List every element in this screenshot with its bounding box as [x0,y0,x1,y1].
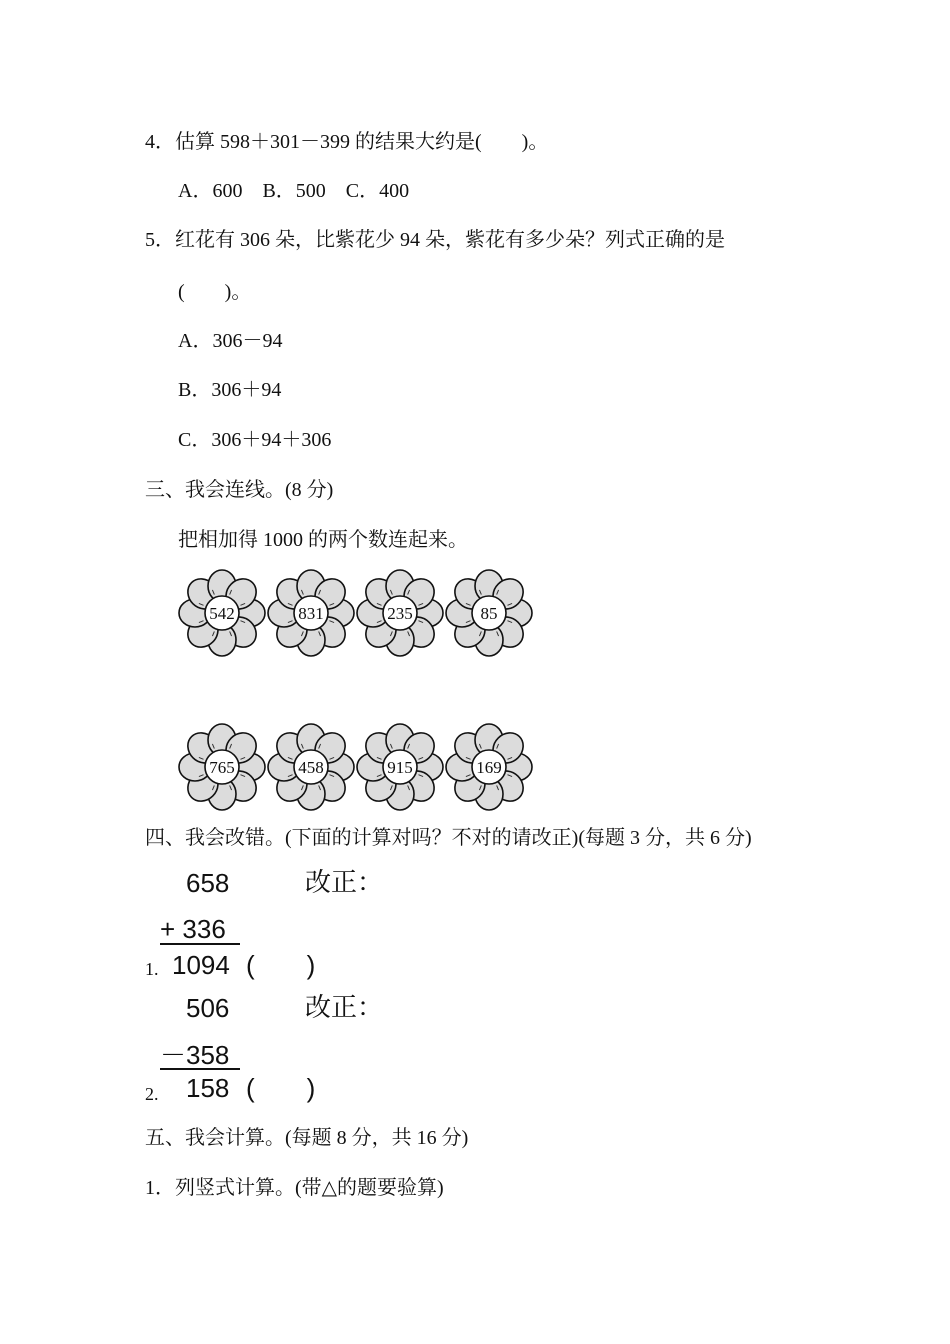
problem-2-operand: －358 [160,1040,230,1070]
flower-top-2[interactable] [266,568,356,658]
problem-2-top-number: 506 [186,993,230,1023]
flower-icon [355,722,445,812]
question-5-text: 5．红花有 306 朵，比紫花少 94 朵，紫花有多少朵？列式正确的是 [145,229,725,251]
question-4-options: A．600 B．500 C．400 [178,180,410,202]
question-5-blank: ( )。 [178,281,252,303]
problem-1-number: 1. [145,959,159,979]
flower-number: 915 [387,758,413,777]
question-5-option-c: C．306＋94＋306 [178,429,332,451]
problem-1-operand: + 336 [160,914,226,944]
question-5-option-a: A．306－94 [178,330,283,352]
flower-bottom-2[interactable] [266,722,356,812]
section-4-heading: 四、我会改错。(下面的计算对吗？不对的请改正)(每题 3 分，共 6 分) [145,827,752,849]
flower-number: 765 [209,758,235,777]
problem-1-fix-label: 改正： [305,868,384,898]
flower-bottom-1[interactable] [177,722,267,812]
question-5-option-b: B．306＋94 [178,379,282,401]
flower-bottom-4[interactable] [444,722,534,812]
flower-icon [355,568,445,658]
section-3-instruction: 把相加得 1000 的两个数连起来。 [178,529,468,551]
flower-icon [266,722,356,812]
flower-top-3[interactable] [355,568,445,658]
flower-top-4[interactable] [444,568,534,658]
flower-icon [266,568,356,658]
flower-icon [444,568,534,658]
flower-number: 831 [298,604,324,623]
flower-bottom-3[interactable] [355,722,445,812]
question-4-text: 4．估算 598＋301－399 的结果大约是( )。 [145,131,549,153]
flower-number: 542 [209,604,235,623]
flower-number: 458 [298,758,324,777]
problem-2-fix-label: 改正： [305,993,384,1023]
problem-1-answer-paren[interactable]: ( ) [246,950,316,980]
problem-1-result: 1094 [172,950,230,980]
flower-icon [444,722,534,812]
problem-2-result: 158 [186,1073,230,1103]
flower-number: 85 [480,604,498,623]
flower-number: 235 [387,604,413,623]
section-3-heading: 三、我会连线。(8 分) [145,479,334,501]
flower-number: 169 [476,758,502,777]
problem-2-number: 2. [145,1084,159,1104]
flower-icon [177,722,267,812]
problem-2-difference-line [160,1068,240,1070]
problem-1-top-number: 658 [186,868,230,898]
flower-icon [177,568,267,658]
problem-2-answer-paren[interactable]: ( ) [246,1073,316,1103]
problem-1-sum-line [160,943,240,945]
section-5-heading: 五、我会计算。(每题 8 分，共 16 分) [145,1127,469,1149]
flower-top-1[interactable] [177,568,267,658]
section-5-sub-1: 1．列竖式计算。(带△的题要验算) [145,1177,444,1199]
